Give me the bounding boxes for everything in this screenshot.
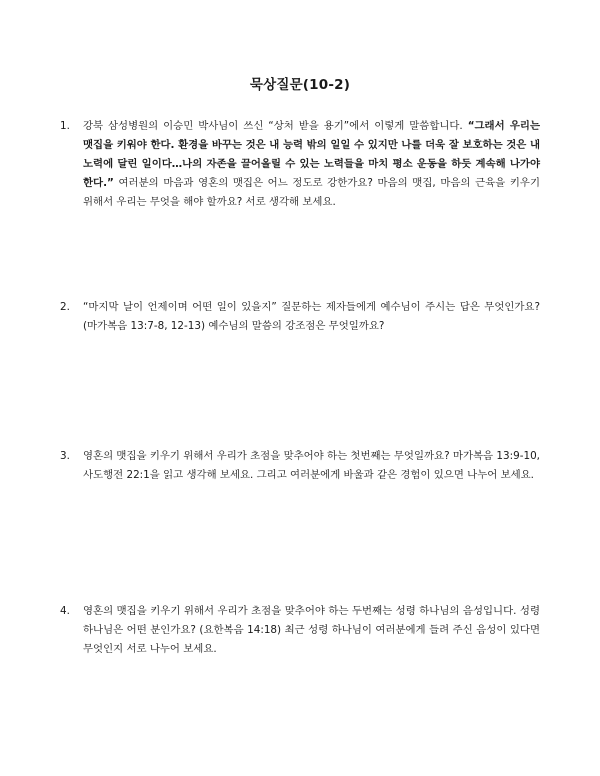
- question-4: [60, 602, 540, 659]
- question-number: 3.: [60, 450, 70, 462]
- question-text: 영혼의 맷집을 키우기 위해서 우리가 초점을 맞추어야 하는 첫번째는 무엇일까요? 마가복음 13:9-10, 사도행전 22:1을 읽고 생각해 보세요. 그리고 여러분에게 바울과 같은 경험이 있으면 나누어 보세요.: [83, 450, 540, 481]
- question-lead-text: 강북 삼성병원의 이승민 박사님이 쓰신 “상처 받을 용기”에서 이렇게 말씀합니다.: [83, 120, 468, 132]
- question-text: “마지막 날이 언제이며 어떤 일이 있을지” 질문하는 제자들에게 예수님이 주시는 답은 무엇인가요? (마가복음 13:7-8, 12-13) 예수님의 말씀의 강조점은 무엇일까요?: [83, 301, 540, 332]
- page-title: 묵상질문(10-2): [249, 77, 351, 93]
- question-text: [83, 117, 540, 212]
- question-bold-quote: “그래서 우리는 맷집을 키워야 한다. 환경을 바꾸는 것은 내 능력 밖의 일일 수 있지만 나를 더욱 잘 보호하는 것은 내 노력에 달린 일이다…나의 자존을 끌어올릴 수 있는 노력들을 마치 평소 운동을 하듯 계속해 나가야 한다.”: [83, 120, 540, 189]
- question-number: 1.: [60, 120, 70, 132]
- question-number: 2.: [60, 301, 70, 313]
- question-rest-text: 여러분의 마음과 영혼의 맷집은 어느 정도로 강한가요? 마음의 맷집, 마음의 근육을 키우기 위해서 우리는 무엇을 해야 할까요? 서로 생각해 보세요.: [83, 177, 540, 208]
- question-1: [60, 117, 540, 212]
- question-number: 4.: [60, 605, 70, 617]
- question-3: [60, 447, 540, 485]
- question-text: 영혼의 맷집을 키우기 위해서 우리가 초점을 맞추어야 하는 두번째는 성령 하나님의 음성입니다. 성령 하나님은 어떤 분인가요? (요한복음 14:18) 최근 성령 하나님이 여러분에게 들려 주신 음성이 있다면 무엇인지 서로 나누어 보세요.: [83, 605, 540, 655]
- question-2: [60, 298, 540, 336]
